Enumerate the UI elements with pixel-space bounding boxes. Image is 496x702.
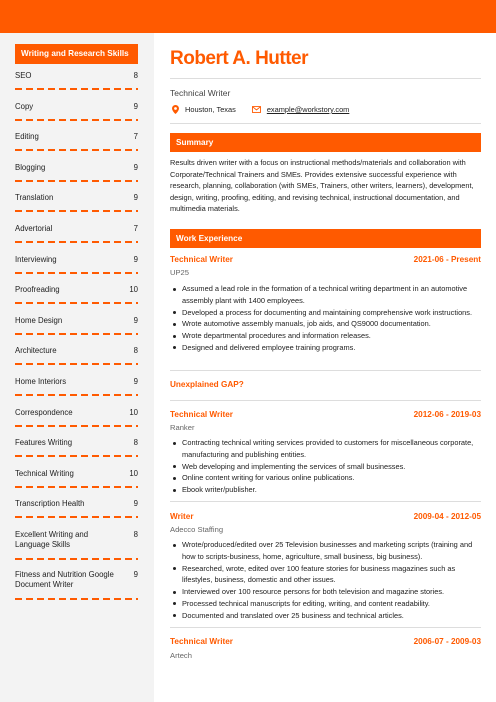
divider <box>170 627 481 628</box>
skill-name: Editing <box>15 132 39 142</box>
skill-dash-bar <box>15 119 138 121</box>
skill-item <box>15 316 138 347</box>
job-header <box>170 255 481 264</box>
list-item: Interviewed over 100 resource persons for both television and magazine stories. <box>172 586 478 598</box>
skill-dash-bar <box>15 210 138 212</box>
job-dates: 2009-04 - 2012-05 <box>413 512 481 521</box>
skill-item <box>15 193 138 224</box>
email-link[interactable]: example@workstory.com <box>266 105 350 114</box>
list-item: Wrote/produced/edited over 25 Television businesses and marketing scripts (training and how to scripts-business, home, agriculture, small business, big business). <box>172 539 478 563</box>
divider <box>170 370 481 371</box>
skill-level: 9 <box>133 376 138 386</box>
skill-level: 10 <box>129 285 138 295</box>
skill-dash-bar <box>15 272 138 274</box>
skill-dash-bar <box>15 394 138 396</box>
skill-name: Blogging <box>15 162 46 172</box>
skill-item <box>15 346 138 377</box>
top-accent-bar <box>0 0 496 33</box>
skill-item <box>15 469 138 500</box>
skill-dash-bar <box>15 486 138 488</box>
list-item: Researched, wrote, edited over 100 feature stories for business magazines such as lifestyles, business, domestic and other issues. <box>172 563 478 587</box>
list-item: Assumed a lead role in the formation of a technical writing department in an automotive assembly plant with 1400 employees. <box>172 283 478 307</box>
skill-dash-bar <box>15 363 138 365</box>
skill-name: Transcription Health <box>15 499 85 509</box>
map-pin-icon <box>172 105 179 114</box>
skill-dash-bar <box>15 180 138 182</box>
job-company: Artech <box>170 651 192 660</box>
skill-level: 8 <box>133 529 138 539</box>
skill-item <box>15 570 138 610</box>
skill-name: SEO <box>15 71 32 80</box>
skill-name: Proofreading <box>15 285 60 295</box>
list-item: Web developing and implementing the services of small businesses. <box>172 461 478 473</box>
list-item: Wrote departmental procedures and information releases. <box>172 330 478 342</box>
skill-dash-bar <box>15 516 138 518</box>
skill-item <box>15 377 138 408</box>
skill-name: Fitness and Nutrition Google Document Writer <box>15 569 114 589</box>
contact-row <box>172 105 349 114</box>
skill-dash-bar <box>15 333 138 335</box>
job-dates: 2021-06 - Present <box>413 255 481 264</box>
skill-item <box>15 102 138 133</box>
divider <box>170 123 481 124</box>
skill-item <box>15 438 138 469</box>
skill-dash-bar <box>15 598 138 600</box>
skill-level: 7 <box>133 223 138 233</box>
skill-dash-bar <box>15 302 138 304</box>
skill-name: Interviewing <box>15 254 57 264</box>
skill-item <box>15 71 138 102</box>
skill-dash-bar <box>15 149 138 151</box>
list-item: Contracting technical writing services provided to customers for miscellaneous corporate, manufacturing and publishing entities. <box>172 437 478 461</box>
skill-level: 9 <box>133 254 138 264</box>
skills-section-title: Writing and Research Skills <box>15 44 138 64</box>
job-title: Technical Writer <box>170 410 233 419</box>
skill-name: Advertorial <box>15 223 53 233</box>
list-item: Ebook writer/publisher. <box>172 484 478 496</box>
skill-name: Translation <box>15 193 54 203</box>
envelope-icon <box>252 106 261 113</box>
gap-label: Unexplained GAP? <box>170 380 244 389</box>
skill-item <box>15 132 138 163</box>
skill-level: 8 <box>133 346 138 356</box>
summary-text: Results driven writer with a focus on instructional methods/materials and collaboration with Corporate/Technical Trainers and SMEs. Provides extensive successful experience with research, planning, collaboration (with SMEs, Trainers, other writers, learners), development, design, writing, proofing, editing, and revising technical, instructional documentation, and multimedia materials. <box>170 158 474 214</box>
skill-level: 8 <box>133 71 138 80</box>
job-company: Adecco Staffing <box>170 525 224 534</box>
skill-name: Features Writing <box>15 438 73 448</box>
work-experience-heading: Work Experience <box>170 229 481 248</box>
skill-item <box>15 285 138 316</box>
job-company: Ranker <box>170 423 195 432</box>
skill-item <box>15 499 138 530</box>
skill-level: 7 <box>133 132 138 142</box>
skill-level: 9 <box>133 101 138 111</box>
list-item: Processed technical manuscripts for editing, writing, and content readability. <box>172 598 478 610</box>
skill-level: 8 <box>133 438 138 448</box>
list-item: Documented and translated over 25 business and technical articles. <box>172 610 478 622</box>
skill-name: Correspondence <box>15 407 73 417</box>
candidate-name: Robert A. Hutter <box>170 48 309 69</box>
skill-dash-bar <box>15 241 138 243</box>
skill-name: Home Interiors <box>15 376 67 386</box>
skills-list <box>15 71 138 610</box>
skill-item <box>15 530 138 570</box>
job-bullets <box>172 539 478 622</box>
skill-level: 9 <box>133 569 138 579</box>
skill-item <box>15 163 138 194</box>
skill-name: Home Design <box>15 315 63 325</box>
skill-name: Technical Writing <box>15 468 74 478</box>
job-company: UP25 <box>170 268 189 277</box>
skill-dash-bar <box>15 558 138 560</box>
skill-level: 9 <box>133 315 138 325</box>
skill-name: Architecture <box>15 346 57 356</box>
job-dates: 2006-07 - 2009-03 <box>413 637 481 646</box>
job-bullets <box>172 283 478 354</box>
skill-item <box>15 255 138 286</box>
job-title: Technical Writer <box>170 255 233 264</box>
job-title: Technical Writer <box>170 637 233 646</box>
skill-item <box>15 408 138 439</box>
job-header <box>170 637 481 646</box>
job-title: Writer <box>170 512 194 521</box>
skill-dash-bar <box>15 425 138 427</box>
list-item: Wrote automotive assembly manuals, job aids, and QS9000 documentation. <box>172 318 478 330</box>
skill-dash-bar <box>15 455 138 457</box>
candidate-title: Technical Writer <box>170 88 231 98</box>
list-item: Designed and delivered employee training programs. <box>172 342 478 354</box>
skill-level: 10 <box>129 407 138 417</box>
divider <box>170 501 481 502</box>
list-item: Developed a process for documenting and maintaining comprehensive work instructions. <box>172 307 478 319</box>
job-dates: 2012-06 - 2019-03 <box>413 410 481 419</box>
skill-name: Copy <box>15 101 34 111</box>
summary-heading: Summary <box>170 133 481 152</box>
divider <box>170 78 481 79</box>
skill-level: 9 <box>133 162 138 172</box>
divider <box>170 400 481 401</box>
job-header <box>170 410 481 419</box>
skill-level: 9 <box>133 193 138 203</box>
skill-level: 9 <box>133 499 138 509</box>
job-bullets <box>172 437 478 496</box>
location-text: Houston, Texas <box>185 105 236 114</box>
skill-level: 10 <box>129 468 138 478</box>
skill-dash-bar <box>15 88 138 90</box>
list-item: Online content writing for various online publications. <box>172 472 478 484</box>
skill-name: Excellent Writing and Language Skills <box>15 529 89 549</box>
job-header <box>170 512 481 521</box>
skill-item <box>15 224 138 255</box>
